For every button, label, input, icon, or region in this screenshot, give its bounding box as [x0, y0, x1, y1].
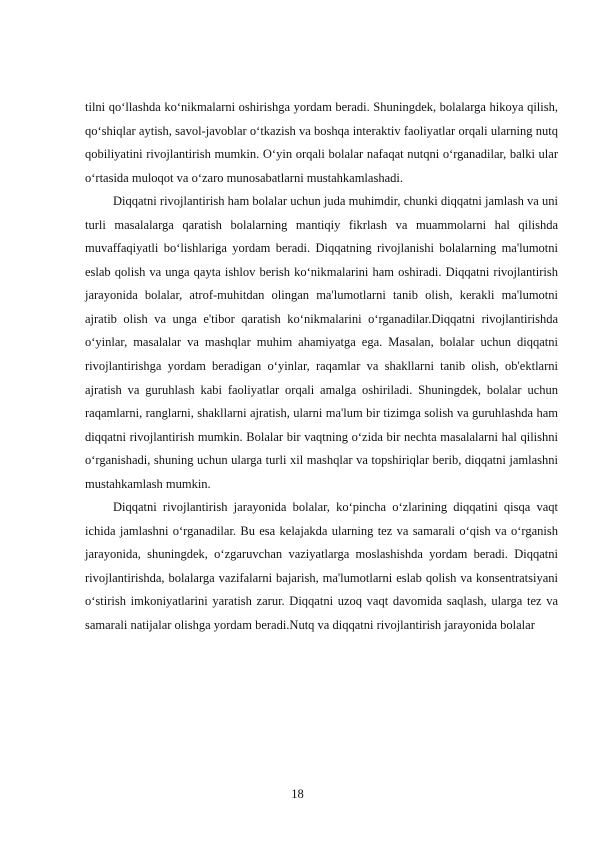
paragraph-attention-process: Diqqatni rivojlantirish jarayonida bolalar, ko‘pincha o‘zlarining diqqatini qisqa vaqt ichida jamlashni o‘rganadilar. Bu esa kelajakda ularning tez va samarali o‘qish va o‘rganish jarayonida, shuningdek, o‘zgaruvchan vaziyatlarga moslashishda yordam beradi. Diqqatni rivojlantirishda, bolalarga vazifalarni bajarish, ma'lumotlarni eslab qolish va konsentratsiyani o‘stirish imkoniyatlarini yaratish zarur. Diqqatni uzoq vaqt davomida saqlash, ularga tez va samarali natijalar olishga yordam beradi.Nutq va diqqatni rivojlantirish jarayonida bolalar	[85, 500, 558, 633]
body-text	[85, 96, 558, 638]
paragraph-attention-importance: Diqqatni rivojlantirish ham bolalar uchun juda muhimdir, chunki diqqatni jamlash va uni turli masalalarga qaratish bolalarning mantiqiy fikrlash va muammolarni hal qilishda muvaffaqiyatli bo‘lishlariga yordam beradi. Diqqatning rivojlanishi bolalarning ma'lumotni eslab qolish va unga qayta ishlov berish ko‘nikmalarini ham oshiradi. Diqqatni rivojlantirish jarayonida bolalar, atrof-muhitdan olingan ma'lumotlarni tanib olish, kerakli ma'lumotni ajratib olish va unga e'tibor qaratish ko‘nikmalarini o‘rganadilar.Diqqatni rivojlantirishda o‘yinlar, masalalar va mashqlar muhim ahamiyatga ega. Masalan, bolalar uchun diqqatni rivojlantirishga yordam beradigan o‘yinlar, raqamlar va shakllarni tanib olish, ob'ektlarni ajratish va guruhlash kabi faoliyatlar orqali amalga oshiriladi. Shuningdek, bolalar uchun raqamlarni, ranglarni, shakllarni ajratish, ularni ma'lum bir tizimga solish va guruhlashda ham diqqatni rivojlantirish mumkin. Bolalar bir vaqtning o‘zida bir nechta masalalarni hal qilishni o‘rganishadi, shuning uchun ularga turli xil mashqlar va topshiriqlar berib, diqqatni jamlashni mustahkamlash mumkin.	[85, 194, 558, 491]
paragraph-continuation: tilni qo‘llashda ko‘nikmalarni oshirishga yordam beradi. Shuningdek, bolalarga hikoya qilish, qo‘shiqlar aytish, savol-javoblar o‘tkazish va boshqa interaktiv faoliyatlar orqali ularning nutq qobiliyatini rivojlantirish mumkin. O‘yin orqali bolalar nafaqat nutqni o‘rganadilar, balki ular o‘rtasida muloqot va o‘zaro munosabatlarni mustahkamlashadi.	[85, 100, 558, 185]
page-number: 18	[291, 787, 304, 801]
